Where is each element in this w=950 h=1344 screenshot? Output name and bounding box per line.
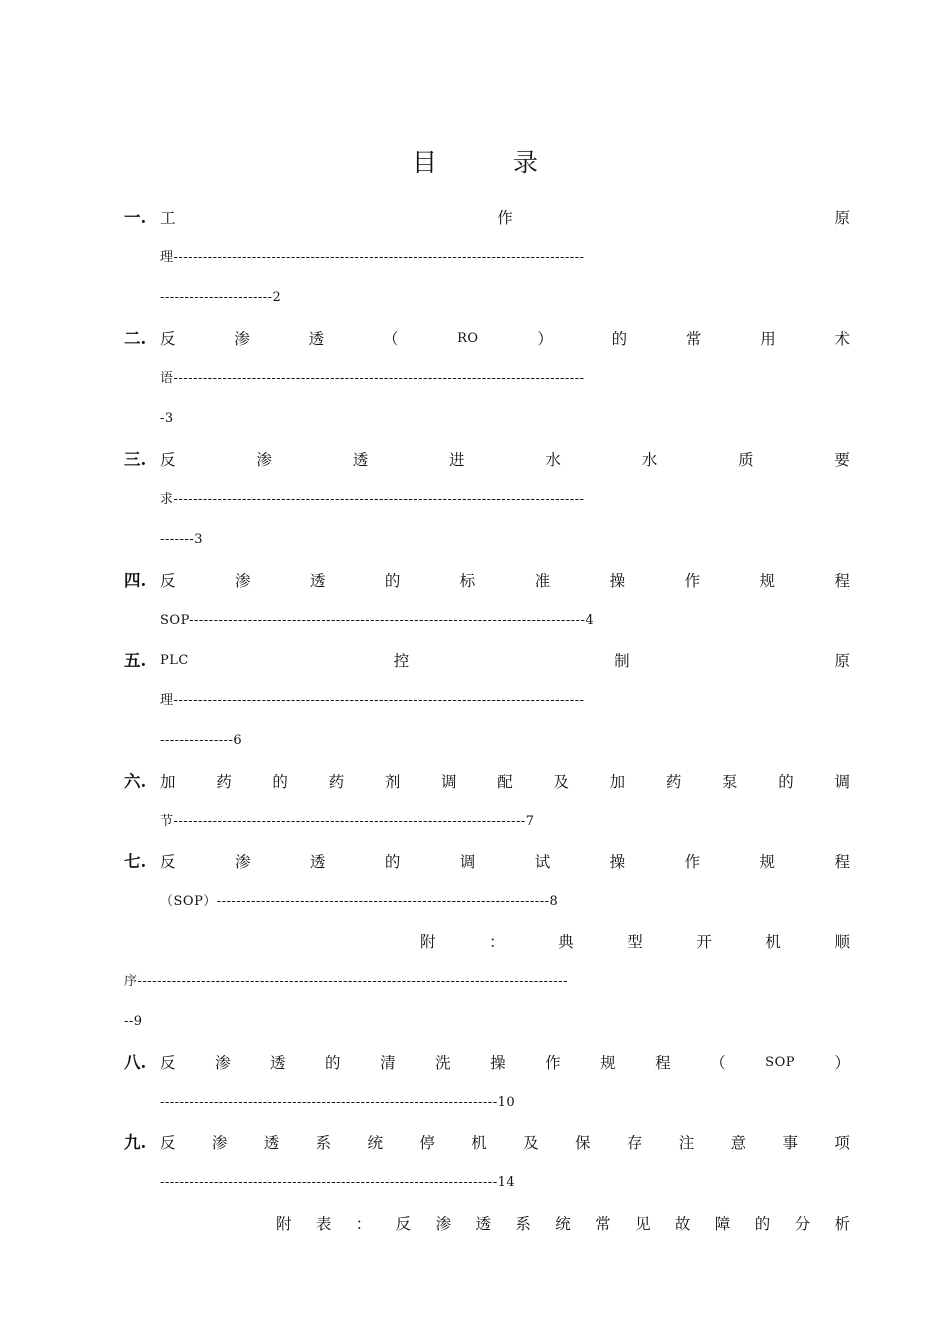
entry-leader: （SOP）--------------------------------------------------------------------8 bbox=[160, 894, 559, 909]
entry-page: -3 bbox=[160, 411, 174, 426]
entry-page: -------3 bbox=[160, 532, 204, 547]
entry-leader: SOP---------------------------------------------------------------------------------4 bbox=[160, 613, 595, 628]
entry-number: 六. bbox=[124, 772, 147, 791]
entry-leader: ---------------------------------------------------------------------14 bbox=[160, 1175, 516, 1190]
entry-leader: ---------------------------------------------------------------------10 bbox=[160, 1095, 516, 1110]
entry-page: --9 bbox=[124, 1014, 143, 1029]
entry-title: 附 表 ： 反 渗 透 系 统 常 见 故 障 的 分 析 bbox=[276, 1215, 850, 1233]
entry-leader: 理------------------------------------------------------------------------------------ bbox=[160, 250, 585, 265]
entry-number: 一. bbox=[124, 208, 147, 227]
entry-number: 二. bbox=[124, 329, 147, 348]
entry-number: 八. bbox=[124, 1053, 147, 1072]
entry-title: 工 作 原 bbox=[160, 209, 850, 227]
entry-title: 反 渗 透 的 清 洗 操 作 规 程 （ SOP ） bbox=[160, 1054, 850, 1072]
entry-number: 七. bbox=[124, 852, 147, 871]
entry-title: 反 渗 透 （ RO ） 的 常 用 术 bbox=[160, 330, 850, 348]
entry-leader: 求------------------------------------------------------------------------------------ bbox=[160, 492, 585, 507]
entry-title: 反 渗 透 进 水 水 质 要 bbox=[160, 451, 850, 469]
entry-page: -----------------------2 bbox=[160, 290, 282, 305]
entry-leader: 语------------------------------------------------------------------------------------ bbox=[160, 371, 585, 386]
entry-leader: 理------------------------------------------------------------------------------------ bbox=[160, 693, 585, 708]
entry-leader: 序---------------------------------------------------------------------------------------- bbox=[124, 974, 569, 989]
entry-title: 反 渗 透 系 统 停 机 及 保 存 注 意 事 项 bbox=[160, 1134, 850, 1152]
entry-number: 五. bbox=[124, 651, 147, 670]
entry-title: PLC 控 制 原 bbox=[160, 652, 850, 670]
entry-title: 反 渗 透 的 标 准 操 作 规 程 bbox=[160, 572, 850, 590]
entry-title: 附 ： 典 型 开 机 顺 bbox=[420, 933, 850, 951]
entry-leader: 节------------------------------------------------------------------------7 bbox=[160, 814, 535, 829]
entry-title: 反 渗 透 的 调 试 操 作 规 程 bbox=[160, 853, 850, 871]
entry-page: ---------------6 bbox=[160, 733, 243, 748]
entry-number: 三. bbox=[124, 450, 147, 469]
entry-title: 加 药 的 药 剂 调 配 及 加 药 泵 的 调 bbox=[160, 773, 850, 791]
page-title: 目 录 bbox=[412, 148, 572, 177]
entry-number: 九. bbox=[124, 1133, 147, 1152]
entry-number: 四. bbox=[124, 571, 147, 590]
